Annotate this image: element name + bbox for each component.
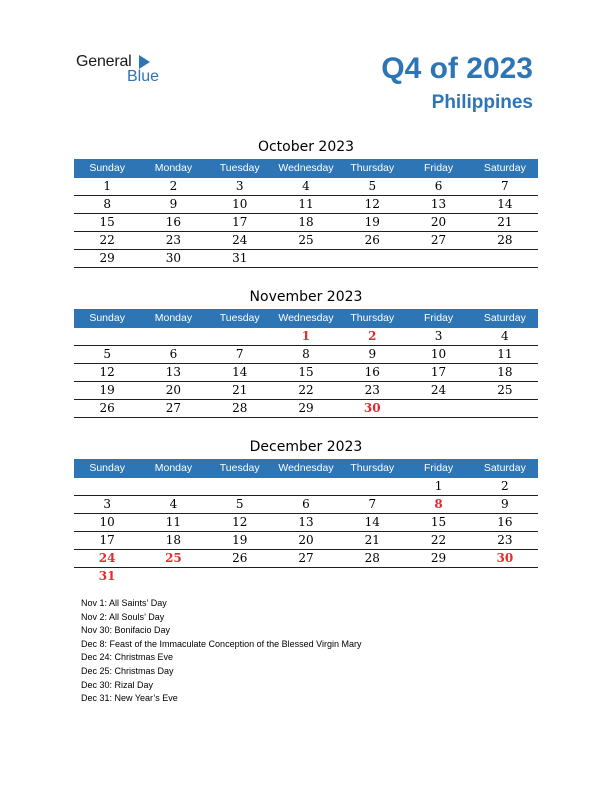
day-cell: 27 bbox=[165, 401, 182, 415]
day-cell: 17 bbox=[232, 215, 248, 229]
week-row bbox=[74, 382, 538, 400]
holiday-list bbox=[81, 597, 361, 706]
week-row bbox=[74, 250, 538, 268]
day-cell: 18 bbox=[497, 365, 513, 379]
day-cell: 23 bbox=[165, 233, 182, 247]
day-cell: 2 bbox=[169, 179, 178, 193]
day-cell bbox=[273, 478, 339, 495]
day-cell bbox=[472, 250, 538, 267]
weekday-label: Friday bbox=[423, 462, 454, 474]
week-row bbox=[74, 346, 538, 364]
day-cell: 31 bbox=[232, 251, 248, 265]
day-cell: 4 bbox=[302, 179, 310, 193]
day-cell: 2 bbox=[501, 479, 509, 493]
day-cell: 10 bbox=[232, 197, 248, 211]
week-row bbox=[74, 232, 538, 250]
month-november bbox=[74, 287, 538, 418]
weekday-label: Saturday bbox=[483, 162, 526, 174]
weekday-label: Saturday bbox=[483, 312, 526, 324]
day-cell: 16 bbox=[165, 215, 182, 229]
week-row bbox=[74, 196, 538, 214]
day-cell: 7 bbox=[368, 497, 377, 511]
day-cell: 13 bbox=[165, 365, 182, 379]
day-cell: 23 bbox=[497, 533, 513, 547]
weekday-label: Sunday bbox=[89, 162, 125, 174]
day-cell: 17 bbox=[99, 533, 115, 547]
holiday-entry: Nov 1: All Saints’ Day bbox=[81, 598, 167, 608]
day-cell: 28 bbox=[232, 401, 248, 415]
weekday-label: Monday bbox=[154, 162, 193, 174]
day-cell: 19 bbox=[99, 383, 115, 397]
weekday-label: Friday bbox=[423, 312, 454, 324]
day-cell: 6 bbox=[434, 179, 443, 193]
day-cell: 18 bbox=[165, 533, 182, 547]
day-cell: 23 bbox=[364, 383, 380, 397]
logo-triangle-icon bbox=[139, 55, 150, 69]
day-cell: 14 bbox=[232, 365, 248, 379]
day-cell: 27 bbox=[298, 551, 314, 565]
logo-text-general: General bbox=[76, 53, 132, 70]
week-row bbox=[74, 328, 538, 346]
day-cell: 9 bbox=[169, 197, 178, 211]
holiday-day-cell: 25 bbox=[165, 551, 182, 565]
day-cell: 27 bbox=[430, 233, 447, 247]
month-december bbox=[74, 437, 538, 585]
week-row bbox=[74, 364, 538, 382]
day-cell bbox=[405, 400, 471, 417]
day-cell: 21 bbox=[364, 533, 380, 547]
day-cell: 25 bbox=[497, 383, 513, 397]
day-cell: 4 bbox=[169, 497, 178, 511]
holiday-day-cell: 24 bbox=[98, 551, 116, 565]
day-cell: 29 bbox=[430, 551, 447, 565]
day-cell bbox=[405, 250, 471, 267]
weekday-label: Tuesday bbox=[219, 162, 260, 174]
logo-text-blue: Blue bbox=[127, 68, 160, 85]
holiday-day-cell: 2 bbox=[368, 329, 377, 343]
weekday-label: Sunday bbox=[89, 462, 125, 474]
day-cell: 7 bbox=[235, 347, 244, 361]
weekday-label: Monday bbox=[154, 462, 193, 474]
day-cell: 10 bbox=[430, 347, 447, 361]
day-cell bbox=[273, 250, 339, 267]
holiday-entry: Dec 8: Feast of the Immaculate Conception of the Blessed Virgin Mary bbox=[81, 638, 362, 649]
page-title: Q4 of 2023 bbox=[381, 52, 533, 85]
holiday-entry: Nov 2: All Souls’ Day bbox=[81, 611, 165, 622]
day-cell: 8 bbox=[103, 197, 111, 211]
day-cell: 17 bbox=[430, 365, 447, 379]
day-cell: 6 bbox=[169, 347, 178, 361]
day-cell: 3 bbox=[434, 329, 443, 343]
day-cell: 28 bbox=[497, 233, 513, 247]
holiday-day-cell: 1 bbox=[301, 329, 311, 343]
weekday-label: Monday bbox=[154, 312, 193, 324]
week-row bbox=[74, 550, 538, 568]
week-row bbox=[74, 214, 538, 232]
day-cell: 30 bbox=[165, 251, 182, 265]
day-cell: 3 bbox=[103, 497, 111, 511]
day-cell bbox=[339, 478, 405, 495]
day-cell: 6 bbox=[302, 497, 310, 511]
day-cell: 11 bbox=[165, 515, 182, 529]
holiday-day-cell: 8 bbox=[434, 497, 443, 511]
day-cell: 22 bbox=[298, 383, 314, 397]
day-cell bbox=[273, 568, 339, 585]
holiday-entry: Dec 24: Christmas Eve bbox=[81, 652, 174, 663]
weekday-label: Thursday bbox=[350, 162, 395, 174]
day-cell bbox=[339, 250, 405, 267]
day-cell: 9 bbox=[501, 497, 509, 511]
day-cell: 25 bbox=[298, 233, 314, 247]
day-cell: 15 bbox=[99, 215, 115, 229]
day-cell bbox=[472, 400, 538, 417]
day-cell: 14 bbox=[497, 197, 513, 211]
day-cell: 13 bbox=[430, 197, 447, 211]
day-cell: 14 bbox=[364, 515, 380, 529]
day-cell: 29 bbox=[99, 251, 115, 265]
day-cell: 20 bbox=[430, 215, 447, 229]
weekday-label: Tuesday bbox=[219, 462, 260, 474]
day-cell bbox=[207, 478, 273, 495]
day-cell: 26 bbox=[99, 401, 115, 415]
week-row bbox=[74, 496, 538, 514]
day-cell bbox=[207, 328, 273, 345]
month-october bbox=[74, 137, 538, 268]
day-cell: 24 bbox=[232, 233, 248, 247]
weekday-label: Wednesday bbox=[278, 462, 334, 474]
weekday-label: Saturday bbox=[483, 462, 526, 474]
holiday-day-cell: 30 bbox=[363, 401, 381, 415]
day-cell: 22 bbox=[430, 533, 447, 547]
day-cell: 12 bbox=[99, 365, 115, 379]
holiday-entry: Dec 25: Christmas Day bbox=[81, 665, 174, 676]
day-cell bbox=[339, 568, 405, 585]
month-title: December 2023 bbox=[249, 439, 363, 455]
week-row bbox=[74, 514, 538, 532]
day-cell: 15 bbox=[298, 365, 314, 379]
weekday-header bbox=[74, 459, 538, 478]
weekday-label: Tuesday bbox=[219, 312, 260, 324]
day-cell: 11 bbox=[497, 347, 513, 361]
day-cell: 26 bbox=[364, 233, 380, 247]
day-cell: 5 bbox=[235, 497, 244, 511]
day-cell: 20 bbox=[165, 383, 182, 397]
day-cell: 20 bbox=[298, 533, 314, 547]
day-cell: 26 bbox=[232, 551, 248, 565]
weekday-label: Thursday bbox=[350, 462, 395, 474]
weekday-header bbox=[74, 309, 538, 328]
day-cell: 7 bbox=[501, 179, 509, 193]
day-cell: 18 bbox=[298, 215, 314, 229]
day-cell: 19 bbox=[364, 215, 380, 229]
day-cell: 12 bbox=[232, 515, 248, 529]
week-row bbox=[74, 400, 538, 418]
day-cell: 29 bbox=[298, 401, 314, 415]
day-cell: 1 bbox=[103, 179, 111, 193]
week-row bbox=[74, 178, 538, 196]
day-cell: 3 bbox=[235, 179, 244, 193]
week-row bbox=[74, 568, 538, 585]
holiday-day-cell: 30 bbox=[496, 551, 514, 565]
day-cell: 4 bbox=[501, 329, 509, 343]
holiday-entry: Nov 30: Bonifacio Day bbox=[81, 625, 171, 636]
month-title: October 2023 bbox=[257, 139, 355, 155]
day-cell: 10 bbox=[99, 515, 115, 529]
holiday-day-cell: 31 bbox=[98, 569, 116, 583]
day-cell: 22 bbox=[99, 233, 115, 247]
day-cell bbox=[207, 568, 273, 585]
day-cell bbox=[472, 568, 538, 585]
day-cell: 12 bbox=[364, 197, 380, 211]
weekday-label: Thursday bbox=[350, 312, 395, 324]
holiday-entry: Dec 31: New Year’s Eve bbox=[81, 693, 178, 704]
generalblue-logo bbox=[76, 53, 176, 87]
weekday-header bbox=[74, 159, 538, 178]
weekday-label: Friday bbox=[423, 162, 454, 174]
day-cell bbox=[140, 328, 206, 345]
month-title: November 2023 bbox=[249, 289, 363, 305]
weekday-label: Wednesday bbox=[278, 162, 334, 174]
day-cell bbox=[74, 478, 140, 495]
day-cell: 21 bbox=[497, 215, 513, 229]
weekday-label: Sunday bbox=[89, 312, 125, 324]
day-cell bbox=[74, 328, 140, 345]
day-cell: 21 bbox=[232, 383, 248, 397]
day-cell: 16 bbox=[497, 515, 513, 529]
country-name: Philippines bbox=[431, 92, 533, 113]
day-cell: 19 bbox=[232, 533, 248, 547]
day-cell: 8 bbox=[302, 347, 310, 361]
day-cell: 28 bbox=[364, 551, 380, 565]
holiday-entry: Dec 30: Rizal Day bbox=[81, 679, 154, 690]
day-cell: 15 bbox=[430, 515, 447, 529]
day-cell: 13 bbox=[298, 515, 314, 529]
day-cell: 16 bbox=[364, 365, 380, 379]
day-cell bbox=[405, 568, 471, 585]
weekday-label: Wednesday bbox=[278, 312, 334, 324]
day-cell bbox=[140, 478, 206, 495]
week-row bbox=[74, 532, 538, 550]
week-row bbox=[74, 478, 538, 496]
day-cell bbox=[140, 568, 206, 585]
day-cell: 5 bbox=[103, 347, 111, 361]
day-cell: 24 bbox=[430, 383, 447, 397]
day-cell: 11 bbox=[298, 197, 314, 211]
day-cell: 1 bbox=[434, 479, 443, 493]
day-cell: 9 bbox=[368, 347, 377, 361]
day-cell: 5 bbox=[368, 179, 377, 193]
